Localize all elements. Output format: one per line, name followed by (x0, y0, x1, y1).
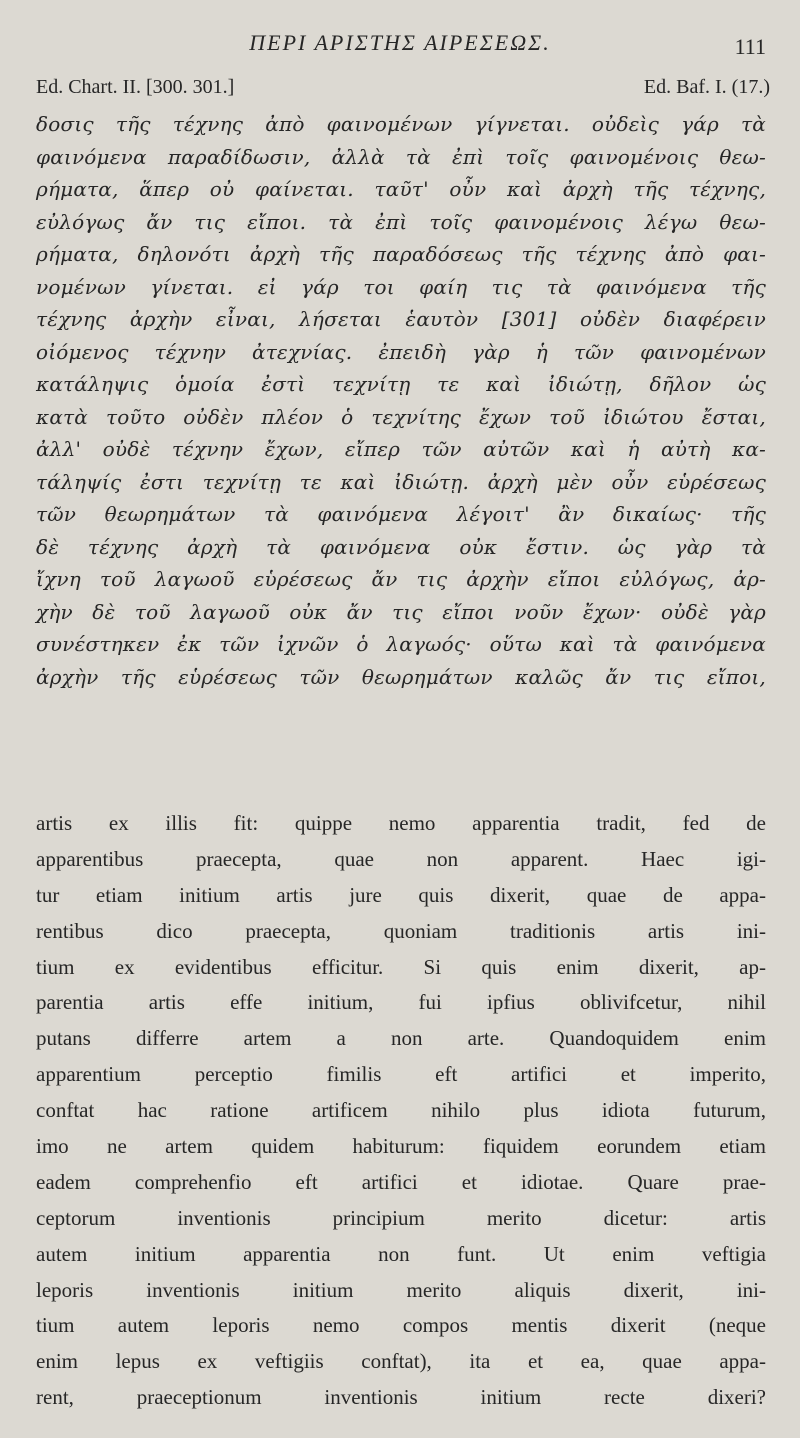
greek-text-line: συνέστηκεν ἐκ τῶν ἰχνῶν ὁ λαγωός· οὕτω καὶ τὰ φαινόμενα (36, 632, 766, 656)
latin-text-line: leporis inventionis initium merito aliquis dixerit, ini- (36, 1277, 766, 1302)
greek-text-line: ἀρχὴν τῆς εὑρέσεως τῶν θεωρημάτων καλῶς ἄν τις εἴποι, (36, 664, 766, 689)
latin-text-line: artis ex illis fit: quippe nemo apparentia tradit, fed de (36, 811, 766, 835)
latin-text-line: parentia artis effe initium, fui ipfius oblivifcetur, nihil (36, 990, 766, 1015)
running-header-title: ΠΕΡΙ ΑΡΙΣΤΗΣ ΑΙΡΕΣΕΩΣ. (249, 30, 551, 55)
latin-text-line: conftat hac ratione artificem nihilo plus idiota futurum, (36, 1098, 766, 1123)
page-number: 111 (734, 34, 766, 59)
latin-text-line: eadem comprehenfio eft artifici et idiotae. Quare prae- (36, 1169, 766, 1194)
greek-text-line: τέχνης ἀρχὴν εἶναι, λήσεται ἑαυτὸν [301] οὐδὲν διαφέρειν (36, 307, 766, 331)
latin-text-line: enim lepus ex veftigiis conftat), ita et ea, quae appa- (36, 1349, 766, 1374)
greek-text-line: φαινόμενα παραδίδωσιν, ἀλλὰ τὰ ἐπὶ τοῖς φαινομένοις θεω- (36, 144, 766, 169)
latin-text-line: tium autem leporis nemo compos mentis dixerit (neque (36, 1313, 766, 1338)
greek-text-line: ἴχνη τοῦ λαγωοῦ εὑρέσεως ἄν τις ἀρχὴν εἴποι εὐλόγως, ἀρ- (36, 567, 766, 591)
greek-text-line: ρήματα, ἅπερ οὐ φαίνεται. ταῦτ' οὖν καὶ ἀρχὴ τῆς τέχνης, (36, 177, 766, 201)
latin-text-line: imo ne artem quidem habiturum: fiquidem eorundem etiam (36, 1134, 766, 1159)
greek-text-line: δὲ τέχνης ἀρχὴ τὰ φαινόμενα οὐκ ἔστιν. ὡς γὰρ τὰ (36, 534, 766, 559)
greek-text-line: οἰόμενος τέχνην ἀτεχνίας. ἐπειδὴ γὰρ ἡ τῶν φαινομένων (36, 339, 766, 364)
greek-text-line: χὴν δὲ τοῦ λαγωοῦ οὐκ ἄν τις εἴποι νοῦν ἔχων· οὐδὲ γὰρ (36, 599, 766, 624)
latin-text-line: putans differre artem a non arte. Quandoquidem enim (36, 1026, 766, 1051)
latin-text-line: rentibus dico praecepta, quoniam traditionis artis ini- (36, 918, 766, 943)
latin-text-line: apparentibus praecepta, quae non apparent. Haec igi- (36, 846, 766, 871)
greek-text-line: ἀλλ' οὐδὲ τέχνην ἔχων, εἴπερ τῶν αὐτῶν καὶ ἡ αὐτὴ κα- (36, 437, 766, 461)
latin-text-line: rent, praeceptionum inventionis initium recte dixeri? (36, 1385, 766, 1410)
greek-text-line: εὐλόγως ἄν τις εἴποι. τὰ ἐπὶ τοῖς φαινομένοις λέγω θεω- (36, 209, 766, 234)
greek-text-line: δοσις τῆς τέχνης ἀπὸ φαινομένων γίγνεται. οὐδεὶς γάρ τὰ (36, 112, 766, 136)
latin-text-line: autem initium apparentia non funt. Ut enim veftigia (36, 1241, 766, 1266)
greek-text-line: τάληψίς ἐστι τεχνίτῃ τε καὶ ἰδιώτῃ. ἀρχὴ μὲν οὖν εὑρέσεως (36, 469, 766, 494)
latin-text-line: tur etiam initium artis jure quis dixerit, quae de appa- (36, 882, 766, 907)
greek-text-line: κατὰ τοῦτο οὐδὲν πλέον ὁ τεχνίτης ἔχων τοῦ ἰδιώτου ἔσται, (36, 404, 766, 429)
greek-text-line: τῶν θεωρημάτων τὰ φαινόμενα λέγοιτ' ἂν δικαίως· τῆς (36, 502, 766, 526)
greek-text-line: ρήματα, δηλονότι ἀρχὴ τῆς παραδόσεως τῆς τέχνης ἀπὸ φαι- (36, 242, 766, 266)
greek-text-block (36, 108, 766, 693)
latin-text-line: apparentium perceptio fimilis eft artifici et imperito, (36, 1062, 766, 1087)
latin-text-line: ceptorum inventionis principium merito dicetur: artis (36, 1205, 766, 1230)
latin-translation-block (36, 806, 766, 1416)
greek-text-line: νομένων γίνεται. εἰ γάρ τοι φαίη τις τὰ φαινόμενα τῆς (36, 274, 766, 299)
greek-text-line: κατάληψις ὁμοία ἐστὶ τεχνίτῃ τε καὶ ἰδιώτῃ, δῆλον ὡς (36, 372, 766, 396)
edition-reference-chartier: Ed. Chart. II. [300. 301.] (36, 76, 235, 98)
edition-reference-basel: Ed. Baf. I. (17.) (643, 76, 770, 98)
latin-text-line: tium ex evidentibus efficitur. Si quis enim dixerit, ap- (36, 954, 766, 979)
